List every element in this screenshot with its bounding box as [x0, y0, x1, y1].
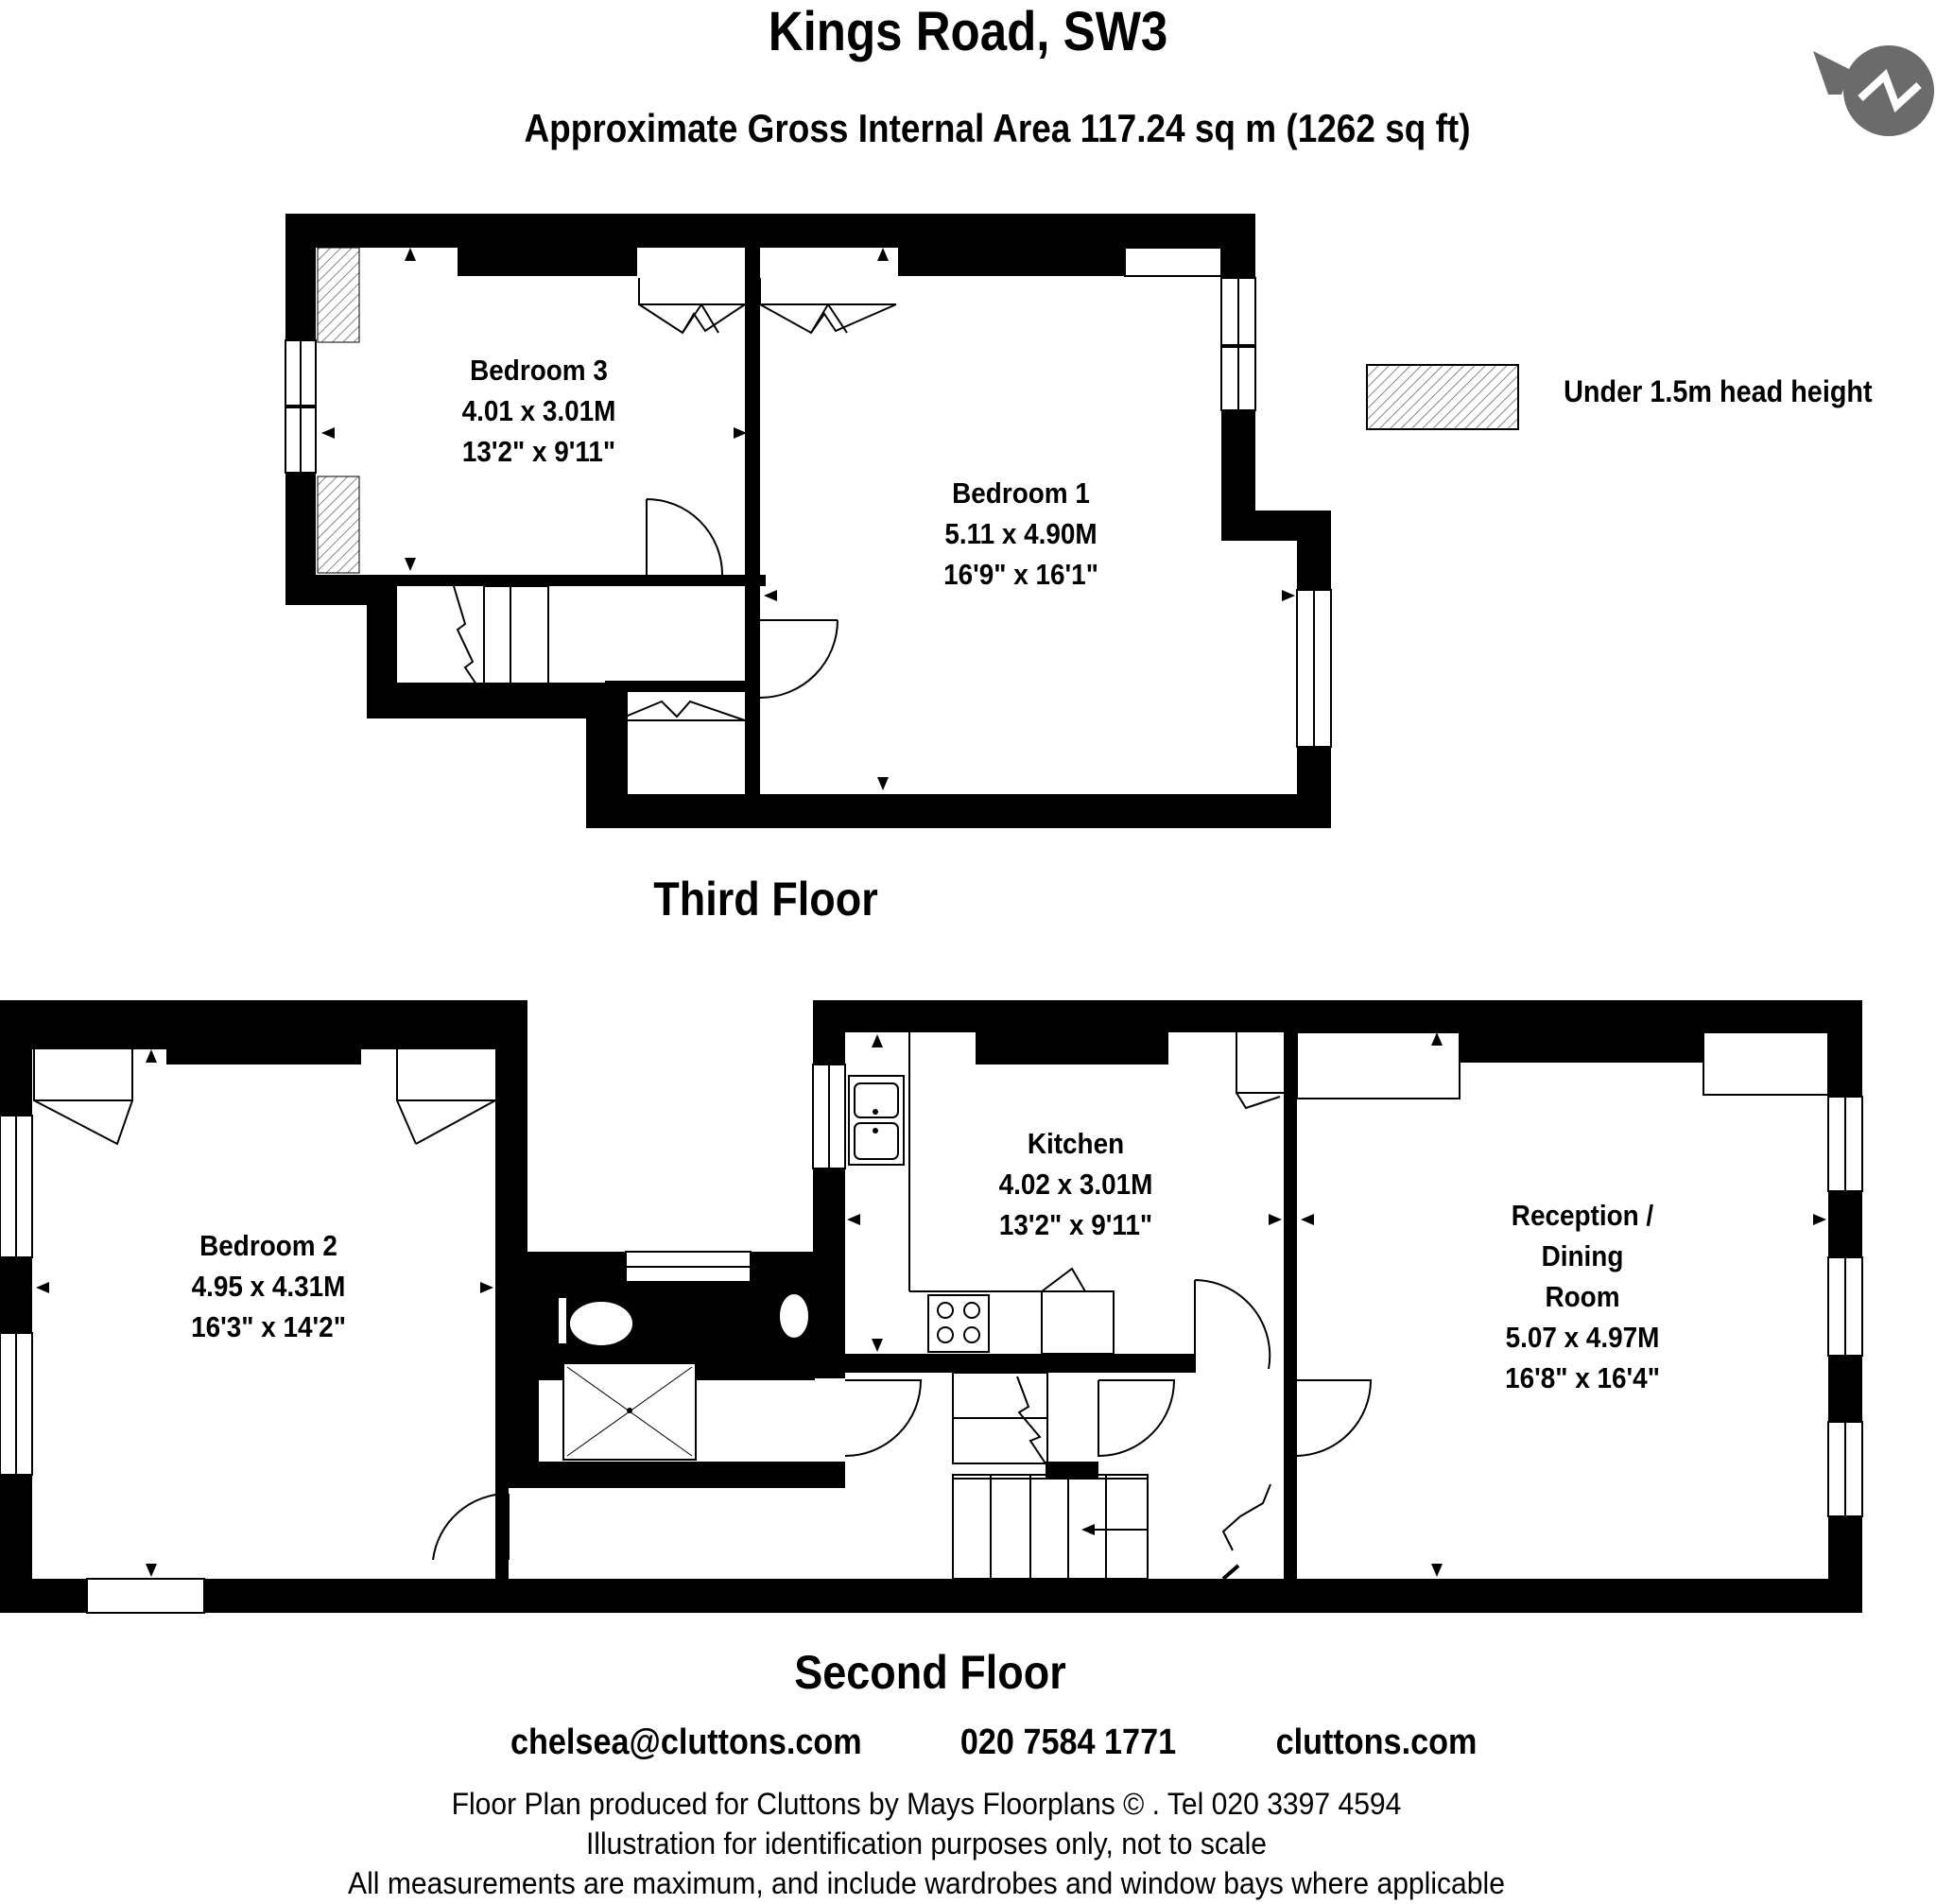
room-name: Bedroom 3 [470, 354, 608, 387]
footer-credit: Floor Plan produced for Cluttons by Mays Floorplans © . Tel 020 3397 4594 [451, 1787, 1402, 1821]
room-name: Kitchen [1027, 1127, 1125, 1160]
page-title: Kings Road, SW3 [768, 1, 1168, 62]
legend-label: Under 1.5m head height [1564, 374, 1873, 408]
room-name: Bedroom 2 [199, 1229, 337, 1262]
room-name: Bedroom 1 [952, 476, 1090, 510]
contact-website[interactable]: cluttons.com [1275, 1722, 1478, 1762]
footer-measurements-note: All measurements are maximum, and include wardrobes and window bays where applicable [348, 1866, 1505, 1900]
room-imperial: 16'8" x 16'4" [1505, 1361, 1660, 1394]
room-imperial: 13'2" x 9'11" [998, 1208, 1153, 1241]
room-name-line-3: Room [1545, 1280, 1620, 1313]
room-metric: 4.02 x 3.01M [998, 1168, 1153, 1201]
room-metric: 5.07 x 4.97M [1505, 1321, 1660, 1354]
room-label-bedroom-3 [420, 350, 658, 472]
room-name-line-1: Reception / [1511, 1199, 1654, 1232]
room-metric: 4.95 x 4.31M [191, 1270, 346, 1303]
room-label-bedroom-2 [149, 1225, 388, 1347]
room-imperial: 16'3" x 14'2" [191, 1310, 346, 1343]
room-label-bedroom-1 [902, 473, 1140, 595]
legend-swatch [1367, 365, 1518, 429]
room-metric: 5.11 x 4.90M [944, 517, 1098, 550]
footer-disclaimer: Illustration for identification purposes only, not to scale [585, 1826, 1268, 1861]
third-floor-plan [285, 214, 1331, 828]
room-imperial: 16'9" x 16'1" [943, 558, 1098, 591]
floor-label-third: Third Floor [653, 873, 878, 926]
contact-phone[interactable]: 020 7584 1771 [959, 1722, 1177, 1762]
floor-label-second: Second Floor [794, 1646, 1066, 1699]
room-imperial: 13'2" x 9'11" [461, 435, 616, 468]
room-label-kitchen [957, 1123, 1195, 1245]
room-name-line-2: Dining [1541, 1239, 1624, 1272]
room-label-reception-dining [1463, 1195, 1702, 1398]
contact-email[interactable]: chelsea@cluttons.com [510, 1722, 862, 1762]
room-metric: 4.01 x 3.01M [461, 394, 616, 427]
area-summary: Approximate Gross Internal Area 117.24 sq m (1262 sq ft) [524, 106, 1471, 150]
